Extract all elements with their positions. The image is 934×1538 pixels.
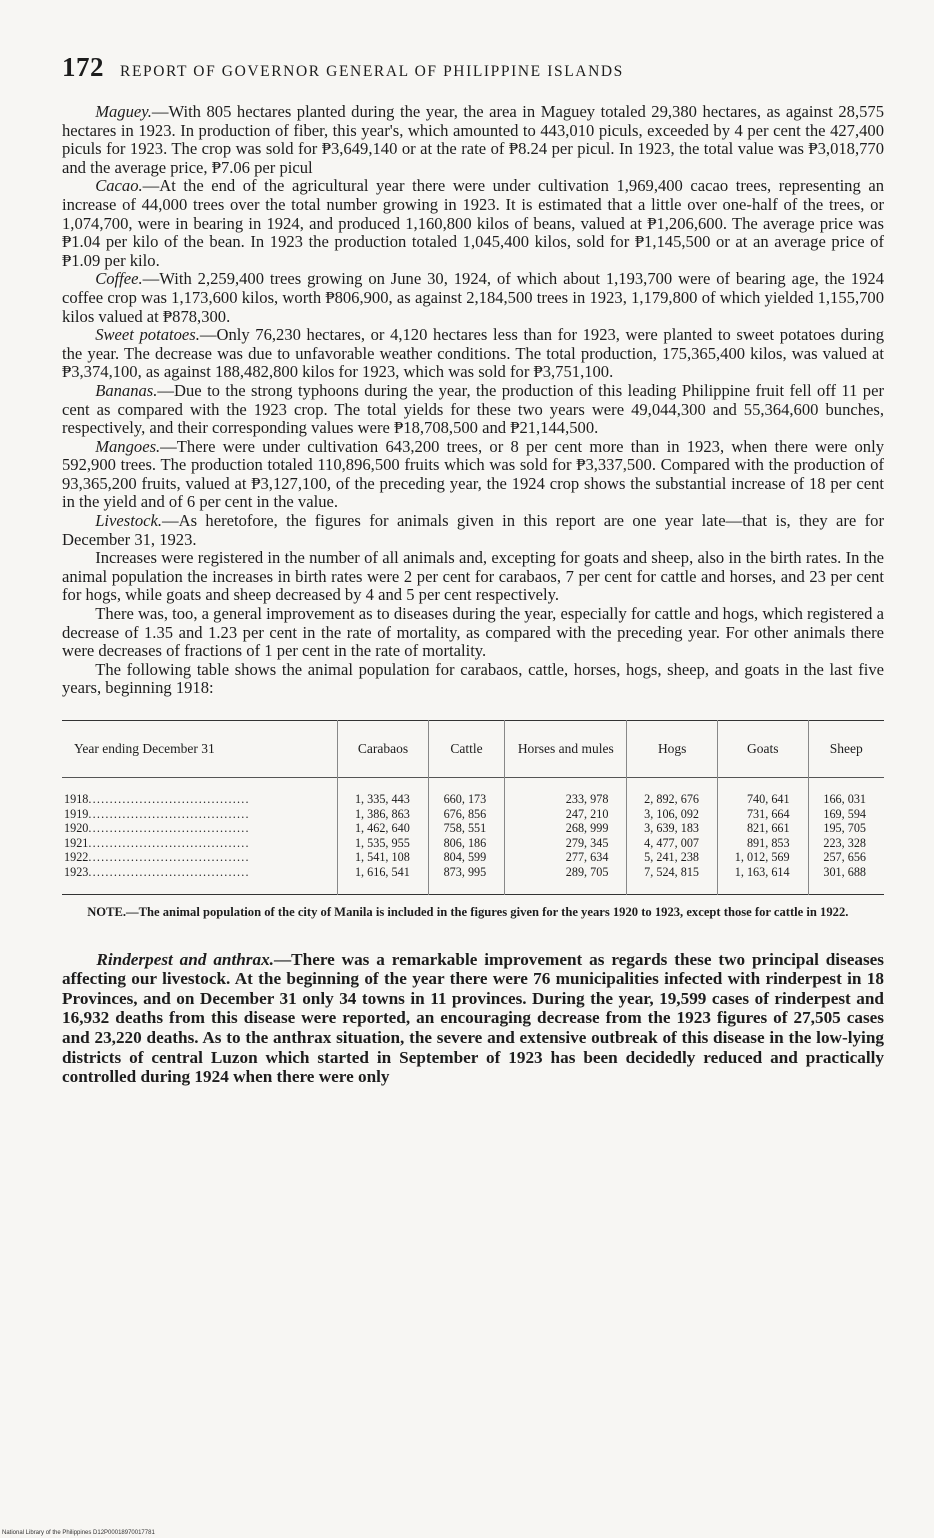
value-cell	[338, 807, 429, 822]
value-cell	[428, 836, 504, 851]
value-cell	[338, 778, 429, 807]
animal-population-table	[62, 720, 884, 895]
paragraph-lead: Rinderpest and anthrax.	[96, 949, 274, 969]
value-cell	[627, 807, 718, 822]
cell-text: 758, 551	[443, 821, 487, 836]
paragraph-text: —There was a remarkable improvement as regards these two principal diseases affecting our livestock. At the beginning of the year there were 76 municipalities infected with rinderpest in 18 Provinces, and on December 31 only 34 towns in 11 provinces. During the year, 19,599 cases of rinderpest and 16,932 deaths from this disease were reported, an encouraging decrease from the 1923 figures of 27,505 cases and 23,220 deaths. As to the anthrax situation, the severe and extensive outbreak of this disease in the low-lying districts of central Luzon which started in September of 1923 has been decidedly reduced and practically controlled during 1924 when there were only	[62, 949, 884, 1087]
paragraph-lead: Bananas.	[95, 380, 158, 400]
value-cell	[505, 821, 627, 836]
paragraph	[62, 103, 884, 177]
dot-leader: ......................................	[88, 792, 250, 806]
year-cell	[62, 850, 338, 865]
value-cell	[338, 821, 429, 836]
value-cell	[808, 807, 884, 822]
cell-text: 1, 462, 640	[354, 821, 410, 836]
paragraph-text: The following table shows the animal population for carabaos, cattle, horses, hogs, sheep, and goats in the last five years, beginning 1918:	[62, 659, 884, 698]
paragraph	[62, 512, 884, 549]
paragraph	[62, 661, 884, 698]
column-header: Goats	[718, 721, 809, 778]
value-cell	[505, 807, 627, 822]
cell-text: 3, 639, 183	[644, 821, 699, 836]
cell-text: 2, 892, 676	[644, 792, 699, 806]
value-cell	[505, 865, 627, 894]
value-cell	[627, 865, 718, 894]
value-cell	[718, 807, 809, 822]
dot-leader: ......................................	[88, 850, 250, 865]
value-cell	[338, 836, 429, 851]
cell-text: 257, 656	[823, 850, 866, 865]
cell-text: 1, 541, 108	[354, 850, 410, 865]
value-cell	[627, 836, 718, 851]
cell-text: 1, 535, 955	[354, 835, 410, 850]
cell-text: 3, 106, 092	[644, 806, 699, 821]
dot-leader: ......................................	[88, 821, 250, 836]
paragraph-text: —With 2,259,400 trees growing on June 30, 1924, of which about 1,193,700 were of bearing age, the 1924 coffee crop was 1,173,600 kilos, worth ₱806,900, as against 2,184,500 trees in 1923, 1,179,800 of which yielded 1,155,700 kilos valued at ₱878,300.	[62, 269, 884, 326]
value-cell	[627, 821, 718, 836]
cell-text: 223, 328	[823, 835, 866, 850]
cell-text: 1, 163, 614	[734, 864, 790, 879]
column-header: Horses and mules	[505, 721, 627, 778]
paragraph	[62, 326, 884, 382]
paragraph-lead: Coffee.	[95, 269, 143, 289]
cell-text: 4, 477, 007	[644, 835, 699, 850]
value-cell	[505, 836, 627, 851]
table-header-row	[62, 721, 884, 778]
column-header: Year ending December 31	[74, 741, 215, 756]
value-cell	[428, 807, 504, 822]
cell-text: 676, 856	[443, 806, 487, 821]
value-cell	[808, 865, 884, 894]
cell-text: 268, 999	[565, 821, 609, 836]
report-page	[62, 52, 884, 1087]
page-number: 172	[62, 52, 104, 82]
column-header: Sheep	[808, 721, 884, 778]
value-cell	[808, 836, 884, 851]
cell-text: 166, 031	[823, 792, 866, 806]
cell-text: 301, 688	[823, 864, 866, 879]
value-cell	[428, 865, 504, 894]
cell-text: 1918	[64, 792, 89, 806]
table-note: NOTE.—The animal population of the city of Manila is included in the figures given for the years 1920 to 1923, except those for cattle in 1922.	[87, 904, 849, 919]
table-row	[62, 778, 884, 807]
paragraph	[62, 605, 884, 661]
value-cell	[338, 850, 429, 865]
paragraph-text: —As heretofore, the figures for animals given in this report are one year late—that is, they are for December 31, 1923.	[62, 511, 884, 549]
value-cell	[808, 850, 884, 865]
cell-text: 660, 173	[443, 792, 487, 806]
value-cell	[718, 836, 809, 851]
column-header: Carabaos	[338, 721, 429, 778]
cell-text: 740, 641	[746, 792, 790, 806]
value-cell	[808, 821, 884, 836]
cell-text: 279, 345	[565, 835, 609, 850]
cell-text: 806, 186	[443, 835, 487, 850]
paragraph-text: —Only 76,230 hectares, or 4,120 hectares less than for 1923, were planted to sweet potatoes during the year. The decrease was due to unfavorable weather conditions. The total production, 175,365,400 kilos, was valued at ₱3,374,100, as against 188,482,800 kilos for 1923, which was sold for ₱3,751,100.	[62, 325, 885, 382]
cell-text: 169, 594	[823, 806, 866, 821]
paragraph	[62, 270, 884, 326]
cell-text: 1920	[64, 821, 89, 836]
dot-leader: ......................................	[88, 806, 250, 821]
cell-text: 195, 705	[823, 821, 866, 836]
paragraph-text: —Due to the strong typhoons during the year, the production of this leading Philippine fruit fell off 11 per cent as compared with the 1923 crop. The total yields for these two years were 49,044,300 and 55,364,600 bunches, respectively, and their corresponding values were ₱18,708,500 and ₱21,144,500.	[62, 380, 884, 438]
value-cell	[718, 850, 809, 865]
value-cell	[627, 850, 718, 865]
paragraph-lead: Cacao.	[95, 176, 143, 196]
dot-leader: ......................................	[88, 864, 250, 879]
cell-text: 289, 705	[565, 864, 609, 879]
cell-text: 1919	[64, 806, 89, 821]
cell-text: 5, 241, 238	[644, 850, 699, 865]
table-row	[62, 865, 884, 894]
table-body	[62, 778, 884, 895]
year-cell	[62, 836, 338, 851]
dot-leader: ......................................	[88, 835, 250, 850]
value-cell	[338, 865, 429, 894]
body-text	[62, 103, 884, 698]
table-row	[62, 821, 884, 836]
paragraph-text: —There were under cultivation 643,200 trees, or 8 per cent more than in 1923, when there were only 592,900 trees. The production totaled 110,896,500 fruits which was sold for ₱3,337,500. Compared with the production of 93,365,200 fruits, valued at ₱3,127,100, of the preceding year, the 1924 crop shows the substantial increase of 18 per cent in the yield and of 6 per cent in the value.	[62, 436, 884, 512]
running-head: REPORT OF GOVERNOR GENERAL OF PHILIPPINE ISLANDS	[120, 63, 624, 80]
cell-text: 1921	[64, 835, 89, 850]
cell-text: 821, 661	[746, 821, 790, 836]
paragraph	[62, 438, 884, 512]
value-cell	[808, 778, 884, 807]
scan-footer: National Library of the Philippines D12P00018970017781	[2, 1530, 155, 1536]
cell-text: 1, 012, 569	[734, 850, 790, 865]
cell-text: 804, 599	[443, 850, 487, 865]
cell-text: 1922	[64, 850, 89, 865]
year-cell	[62, 807, 338, 822]
cell-text: 873, 995	[443, 864, 487, 879]
table-row	[62, 850, 884, 865]
rinderpest-paragraph	[62, 950, 884, 1087]
paragraph-lead: Livestock.	[95, 511, 163, 531]
paragraph	[62, 382, 884, 438]
cell-text: 277, 634	[565, 850, 609, 865]
paragraph-lead: Sweet potatoes.	[95, 325, 200, 345]
animal-population-table-wrap	[62, 720, 884, 895]
value-cell	[428, 821, 504, 836]
paragraph	[62, 549, 884, 605]
paragraph	[62, 177, 884, 270]
cell-text: 1, 616, 541	[354, 864, 410, 879]
value-cell	[505, 850, 627, 865]
paragraph-lead: Mangoes.	[95, 436, 161, 456]
value-cell	[428, 850, 504, 865]
value-cell	[718, 821, 809, 836]
year-cell	[62, 865, 338, 894]
cell-text: 1, 335, 443	[354, 792, 410, 806]
cell-text: 891, 853	[746, 835, 790, 850]
cell-text: 1, 386, 863	[354, 806, 410, 821]
value-cell	[428, 778, 504, 807]
value-cell	[718, 778, 809, 807]
year-cell	[62, 778, 338, 807]
cell-text: 7, 524, 815	[644, 864, 699, 879]
cell-text: 247, 210	[565, 806, 609, 821]
cell-text: 731, 664	[746, 806, 790, 821]
cell-text: 1923	[64, 864, 89, 879]
year-cell	[62, 821, 338, 836]
value-cell	[718, 865, 809, 894]
cell-text: 233, 978	[565, 792, 609, 806]
page-header	[62, 52, 884, 83]
rinderpest-section	[62, 950, 884, 1087]
table-row	[62, 836, 884, 851]
paragraph-lead: Maguey.	[95, 102, 152, 121]
table-row	[62, 807, 884, 822]
column-header: Cattle	[428, 721, 504, 778]
paragraph-text: —With 805 hectares planted during the year, the area in Maguey totaled 29,380 hectares, as against 28,575 hectares in 1923. In production of fiber, this year's, which amounted to 443,010 piculs, exceeded by 4 per cent the 427,400 piculs for 1923. The crop was sold for ₱3,649,140 or at the rate of ₱8.24 per picul. In 1923, the total value was ₱3,018,770 and the average price, ₱7.06 per picul	[62, 102, 884, 177]
paragraph-text: Increases were registered in the number of all animals and, excepting for goats and sheep, also in the birth rates. In the animal population the increases in birth rates were 2 per cent for carabaos, 7 per cent for cattle and horses, and 23 per cent for hogs, while goats and sheep decreased by 4 and 5 per cent respectively.	[62, 548, 884, 605]
paragraph-text: There was, too, a general improvement as to diseases during the year, especially for cattle and hogs, which registered a decrease of 1.35 and 1.23 per cent in the rate of mortality, as compared with the preceding year. For other animals there were decreases of fractions of 1 per cent in the rate of mortality.	[62, 604, 884, 661]
column-header: Hogs	[627, 721, 718, 778]
value-cell	[505, 778, 627, 807]
value-cell	[627, 778, 718, 807]
paragraph-text: —At the end of the agricultural year there were under cultivation 1,969,400 cacao trees, representing an increase of 44,000 trees over the total number growing in 1923. It is estimated that a little over one-half of the trees, or 1,074,700, were in bearing in 1924, and produced 1,160,800 kilos of beans, valued at ₱1,206,600. The average price was ₱1.04 per kilo of the bean. In 1923 the production totaled 1,045,400 kilos, sold for ₱1,145,500 or at an average price of ₱1.09 per kilo.	[62, 176, 884, 270]
